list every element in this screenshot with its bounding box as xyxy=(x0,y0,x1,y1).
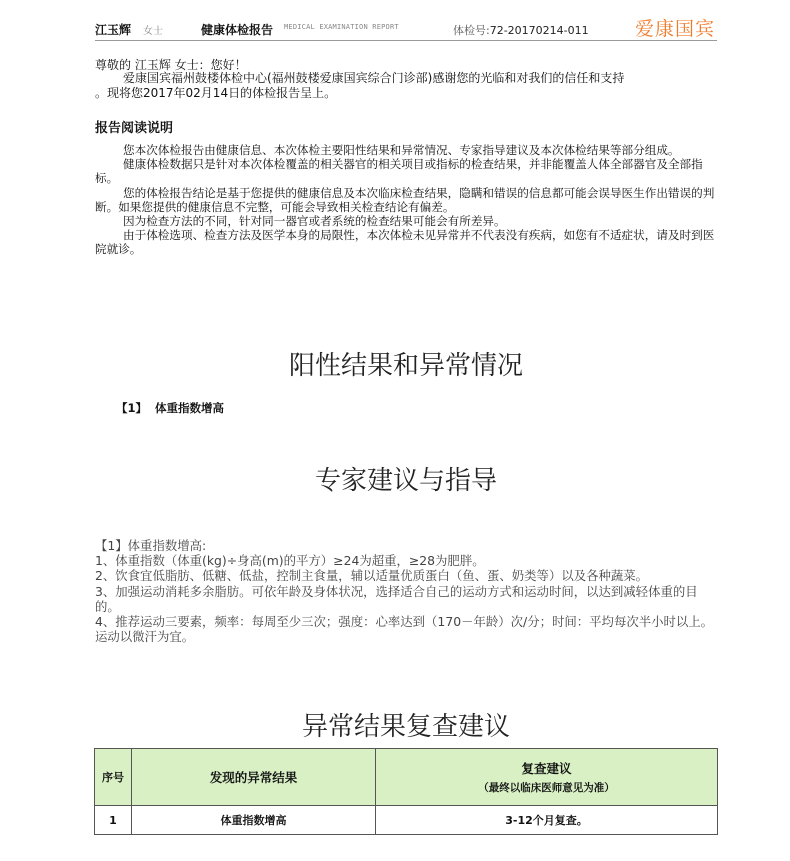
recheck-section-title: 异常结果复查建议 xyxy=(301,712,510,742)
report-header xyxy=(95,14,717,41)
cell-suggestion: 3-12个月复查。 xyxy=(376,806,718,835)
advice-line: 2、饮食宜低脂肪、低糖、低盐，控制主食量，辅以适量优质蛋白（鱼、蛋、奶类等）以及各种蔬菜。 xyxy=(95,568,649,584)
exam-id-label: 体检号: xyxy=(453,24,490,37)
advice-line: 【1】体重指数增高: xyxy=(95,538,207,553)
positive-section-title: 阳性结果和异常情况 xyxy=(288,351,523,381)
col-header-suggestion xyxy=(376,749,718,806)
advice-section-title: 专家建议与指导 xyxy=(314,466,497,496)
table-header-row xyxy=(95,749,718,806)
guide-title: 报告阅读说明 xyxy=(95,121,174,136)
col-header-no: 序号 xyxy=(95,749,132,806)
report-title: 健康体检报告 xyxy=(201,23,274,37)
exam-id-value: 72-20170214-011 xyxy=(489,24,589,37)
advice-line: 4、推荐运动三要素，频率：每周至少三次；强度：心率达到（170－年龄）次/分；时间：平均每次半小时以上。运动以微汗为宜。 xyxy=(95,614,714,645)
finding-text: 体重指数增高 xyxy=(155,401,225,415)
exam-id xyxy=(453,22,589,38)
guide-paragraph: 您本次体检报告由健康信息、本次体检主要阳性结果和异常情况、专家指导建议及本次体检结果等部分组成。 xyxy=(123,143,680,157)
report-title-en: MEDICAL EXAMINATION REPORT xyxy=(284,23,399,31)
intro-text xyxy=(95,71,720,101)
guide-paragraph: 健康体检数据只是针对本次体检覆盖的相关器官的相关项目或指标的检查结果，并非能覆盖人体全部器官及全部指标。 xyxy=(95,157,703,186)
table-row xyxy=(95,806,718,835)
patient-gender: 女士 xyxy=(143,26,163,37)
advice-line: 3、加强运动消耗多余脂肪。可依年龄及身体状况，选择适合自己的运动方式和运动时间，以达到减轻体重的目的。 xyxy=(95,583,698,614)
advice-line: 1、体重指数（体重(kg)÷身高(m)的平方）≥24为超重，≥28为肥胖。 xyxy=(95,553,485,569)
guide-paragraph: 因为检查方法的不同，针对同一器官或者系统的检查结果可能会有所差异。 xyxy=(123,214,506,229)
intro-line-1: 爱康国宾福州鼓楼体检中心(福州鼓楼爱康国宾综合门诊部)感谢您的光临和对我们的信任和支持 xyxy=(123,71,625,85)
finding-item xyxy=(116,400,224,416)
cell-finding: 体重指数增高 xyxy=(132,806,376,835)
greeting: 尊敬的 江玉辉 女士：您好！ xyxy=(95,58,247,72)
cell-no: 1 xyxy=(95,806,132,835)
patient-name: 江玉辉 xyxy=(95,23,132,37)
col-header-suggestion-note: （最终以临床医师意见为准） xyxy=(478,782,615,794)
intro-line-2: 。现将您2017年02月14日的体检报告呈上。 xyxy=(95,86,337,100)
guide-paragraph: 您的体检报告结论是基于您提供的健康信息及本次临床检查结果，隐瞒和错误的信息都可能会误导医生作出错误的判断。如果您提供的健康信息不完整，可能会导致相关检查结论有偏差。 xyxy=(95,185,715,214)
brand-logo: 爱康国宾 xyxy=(634,18,715,40)
col-header-suggestion-label: 复查建议 xyxy=(521,761,572,776)
advice-text xyxy=(95,538,717,644)
guide-text xyxy=(95,143,717,257)
recheck-table xyxy=(94,748,718,835)
guide-paragraph: 由于体检选项、检查方法及医学本身的局限性，本次体检未见异常并不代表没有疾病，如您有不适症状，请及时到医院就诊。 xyxy=(95,228,715,257)
finding-number: 【1】 xyxy=(116,401,148,415)
col-header-finding: 发现的异常结果 xyxy=(132,749,376,806)
